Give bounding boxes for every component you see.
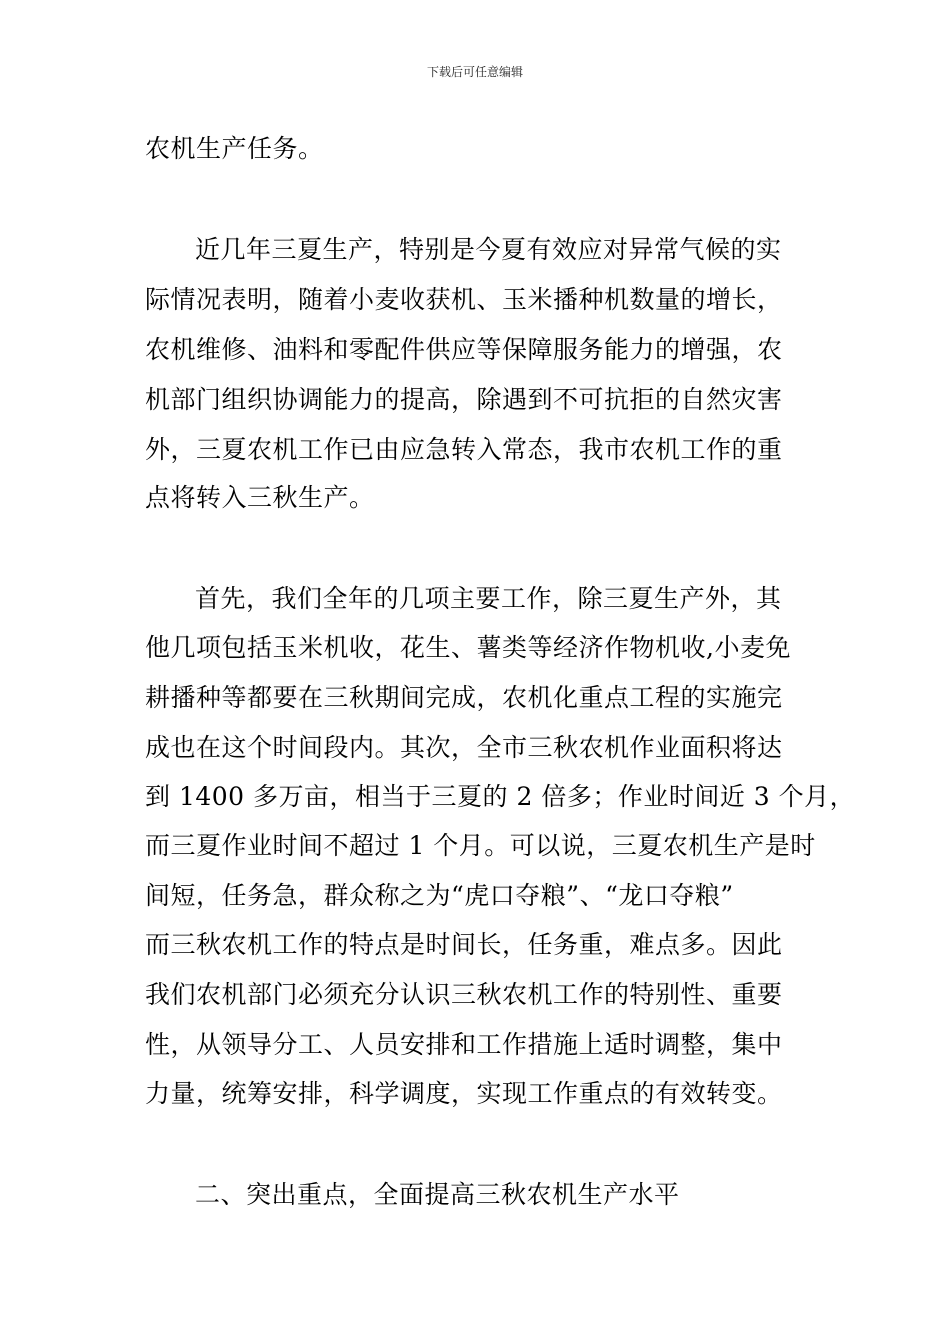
text-line: 而三秋农机工作的特点是时间长，任务重，难点多。因此 — [145, 930, 783, 959]
text-line: 性，从领导分工、人员安排和工作措施上适时调整，集中 — [145, 1030, 783, 1059]
text-line: 农机生产任务。 — [145, 134, 324, 163]
text-line: 际情况表明，随着小麦收获机、玉米播种机数量的增长， — [145, 285, 783, 314]
text-line: 外，三夏农机工作已由应急转入常态，我市农机工作的重 — [145, 435, 783, 464]
text-line: 机部门组织协调能力的提高，除遇到不可抗拒的自然灾害 — [145, 385, 783, 414]
text-line: 我们农机部门必须充分认识三秋农机工作的特别性、重要 — [145, 980, 783, 1009]
text-line: 农机维修、油料和零配件供应等保障服务能力的增强，农 — [145, 335, 783, 364]
text-line: 而三夏作业时间不超过 1 个月。可以说，三夏农机生产是时 — [145, 831, 816, 860]
text-line: 到 1400 多万亩，相当于三夏的 2 倍多；作业时间近 3 个月， — [145, 782, 856, 811]
header-note: 下载后可任意编辑 — [426, 65, 523, 79]
paragraph-first-line: 首先，我们全年的几项主要工作，除三夏生产外，其 — [195, 584, 782, 613]
section-heading: 二、突出重点，全面提高三秋农机生产水平 — [195, 1180, 680, 1209]
text-line: 力量，统筹安排，科学调度，实现工作重点的有效转变。 — [145, 1079, 783, 1108]
text-line: 他几项包括玉米机收，花生、薯类等经济作物机收,小麦免 — [145, 633, 791, 662]
text-line: 间短，任务急，群众称之为“虎口夺粮”、“龙口夺粮” — [145, 881, 734, 910]
paragraph-first-line: 近几年三夏生产，特别是今夏有效应对异常气候的实 — [195, 235, 782, 264]
text-line: 耕播种等都要在三秋期间完成，农机化重点工程的实施完 — [145, 683, 783, 712]
text-line: 点将转入三秋生产。 — [145, 483, 375, 512]
text-line: 成也在这个时间段内。其次，全市三秋农机作业面积将达 — [145, 733, 783, 762]
